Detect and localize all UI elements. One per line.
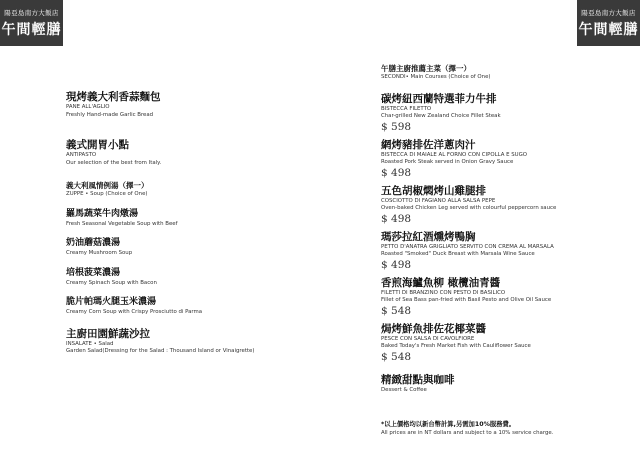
hotel-name: 陽亞島南方大飯店 bbox=[581, 9, 636, 17]
main-price: $ 598 bbox=[381, 120, 412, 133]
soup-section-head bbox=[66, 181, 316, 199]
main-price: $ 548 bbox=[381, 304, 412, 317]
left-column bbox=[66, 91, 316, 368]
main-title-en: Char-grilled New Zealand Choice Fillet Steak bbox=[381, 113, 501, 119]
item-title-zh: 主廚田園鮮蔬沙拉 bbox=[66, 327, 150, 340]
mains-head-zh: 午膳主廚推薦主菜（擇一） bbox=[381, 64, 471, 73]
main-title-en: Baked Today's Fresh Market Fish with Cauliflower Sauce bbox=[381, 343, 531, 349]
mains-head-en: SECONDI• Main Courses (Choice of One) bbox=[381, 74, 491, 80]
main-title-en: Oven-baked Chicken Leg served with colourful peppercorn sauce bbox=[381, 205, 557, 211]
main-price: $ 498 bbox=[381, 258, 412, 271]
soup-option bbox=[66, 296, 316, 317]
soup-option bbox=[66, 267, 316, 288]
item-title-en: Our selection of the best from Italy. bbox=[66, 159, 162, 166]
item-title-it: ANTIPASTO bbox=[66, 152, 97, 158]
main-title-it: COSCIOTTO DI FAGIANO ALLA SALSA PEPE bbox=[381, 197, 496, 204]
item-title-it: INSALATE • Salad bbox=[66, 340, 114, 347]
brand-badge-left bbox=[0, 0, 63, 46]
menu-name: 午間輕膳 bbox=[578, 22, 639, 38]
main-title-en: Roasted "Smoked" Duck Breast with Marsala Wine Sauce bbox=[381, 251, 535, 257]
main-title-zh: 瑪莎拉紅酒燻烤鴨胸 bbox=[381, 230, 476, 243]
menu-item-salad bbox=[66, 328, 316, 356]
main-title-it: PESCE CON SALSA DI CAVOLFIORE bbox=[381, 335, 475, 342]
dessert-title-zh: 精緻甜點與咖啡 bbox=[381, 373, 455, 386]
menu-name: 午間輕膳 bbox=[1, 22, 62, 38]
dessert-item bbox=[381, 374, 626, 395]
main-title-zh: 香煎海鱸魚柳 橄欖油青醬 bbox=[381, 276, 501, 289]
main-title-it: PETTO D'ANATRA GRIGLIATO SERVITO CON CREMA AL MARSALA bbox=[381, 243, 554, 250]
main-title-zh: 網烤豬排佐洋蔥肉汁 bbox=[381, 138, 476, 151]
soup-title-zh: 奶油蘑菇濃湯 bbox=[66, 238, 121, 248]
item-title-en: Garden Salad(Dressing for the Salad : Thousand Island or Vinaigrette) bbox=[66, 348, 255, 354]
main-course-item bbox=[381, 277, 626, 318]
soup-title-zh: 羅馬蔬菜牛肉燉湯 bbox=[66, 208, 139, 219]
soup-title-en: Fresh Seasonal Vegetable Soup with Beef bbox=[66, 220, 178, 227]
hotel-name: 陽亞島南方大飯店 bbox=[4, 9, 59, 17]
main-title-zh: 焗烤鮮魚排佐花椰菜醬 bbox=[381, 322, 486, 335]
price-footnote bbox=[381, 421, 553, 437]
main-title-it: BISTECCA FILETTO bbox=[381, 105, 432, 112]
main-title-en: Fillet of Sea Bass pan-fried with Basil Pesto and Olive Oil Sauce bbox=[381, 297, 552, 303]
main-title-zh: 五色胡椒燜烤山雞腿排 bbox=[381, 184, 486, 197]
main-course-item bbox=[381, 139, 626, 180]
brand-badge-right bbox=[577, 0, 640, 46]
footnote-en: All prices are in NT dollars and subject to a 10% service charge. bbox=[381, 430, 554, 436]
main-title-en: Roasted Pork Steak served in Onion Gravy Sauce bbox=[381, 159, 514, 165]
main-price: $ 548 bbox=[381, 350, 412, 363]
item-title-en: Freshly Hand-made Garlic Bread bbox=[66, 111, 154, 118]
main-course-item bbox=[381, 231, 626, 272]
item-title-zh: 義式開胃小點 bbox=[66, 139, 129, 151]
main-course-item bbox=[381, 93, 626, 134]
menu-item-antipasto bbox=[66, 139, 316, 167]
footnote-zh: *以上價格均以新台幣計算,另需加10%服務費。 bbox=[381, 421, 516, 428]
main-price: $ 498 bbox=[381, 166, 412, 179]
main-price: $ 498 bbox=[381, 212, 412, 225]
soup-title-en: Creamy Corn Soup with Crispy Prosciutto di Parma bbox=[66, 309, 203, 315]
right-column bbox=[381, 64, 626, 399]
main-title-it: BISTECCA DI MAIALE AL FORNO CON CIPOLLA E SUGO bbox=[381, 151, 528, 158]
menu-item-bread bbox=[66, 91, 316, 119]
main-title-zh: 碳烤紐西蘭特選菲力牛排 bbox=[381, 92, 497, 105]
soup-head-zh: 義大利風情例湯（擇一） bbox=[66, 181, 149, 190]
dessert-title-en: Dessert & Coffee bbox=[381, 386, 427, 393]
soup-head-en: ZUPPE • Soup (Choice of One) bbox=[66, 191, 148, 197]
soup-title-zh: 培根菠菜濃湯 bbox=[66, 267, 121, 278]
main-title-it: FILETTI DI BRANZINO CON PESTO DI BASILICO bbox=[381, 289, 506, 296]
main-course-item bbox=[381, 323, 626, 364]
soup-title-en: Creamy Mushroom Soup bbox=[66, 250, 133, 256]
soup-option bbox=[66, 237, 316, 258]
main-course-item bbox=[381, 185, 626, 226]
mains-section-head bbox=[381, 64, 626, 82]
item-title-zh: 現烤義大利香蒜麵包 bbox=[66, 91, 161, 103]
soup-option bbox=[66, 208, 316, 229]
soup-title-en: Creamy Spinach Soup with Bacon bbox=[66, 279, 157, 286]
item-title-it: PANE ALL'AGLIO bbox=[66, 104, 110, 110]
soup-title-zh: 脆片帕瑪火腿玉米濃湯 bbox=[66, 297, 157, 307]
